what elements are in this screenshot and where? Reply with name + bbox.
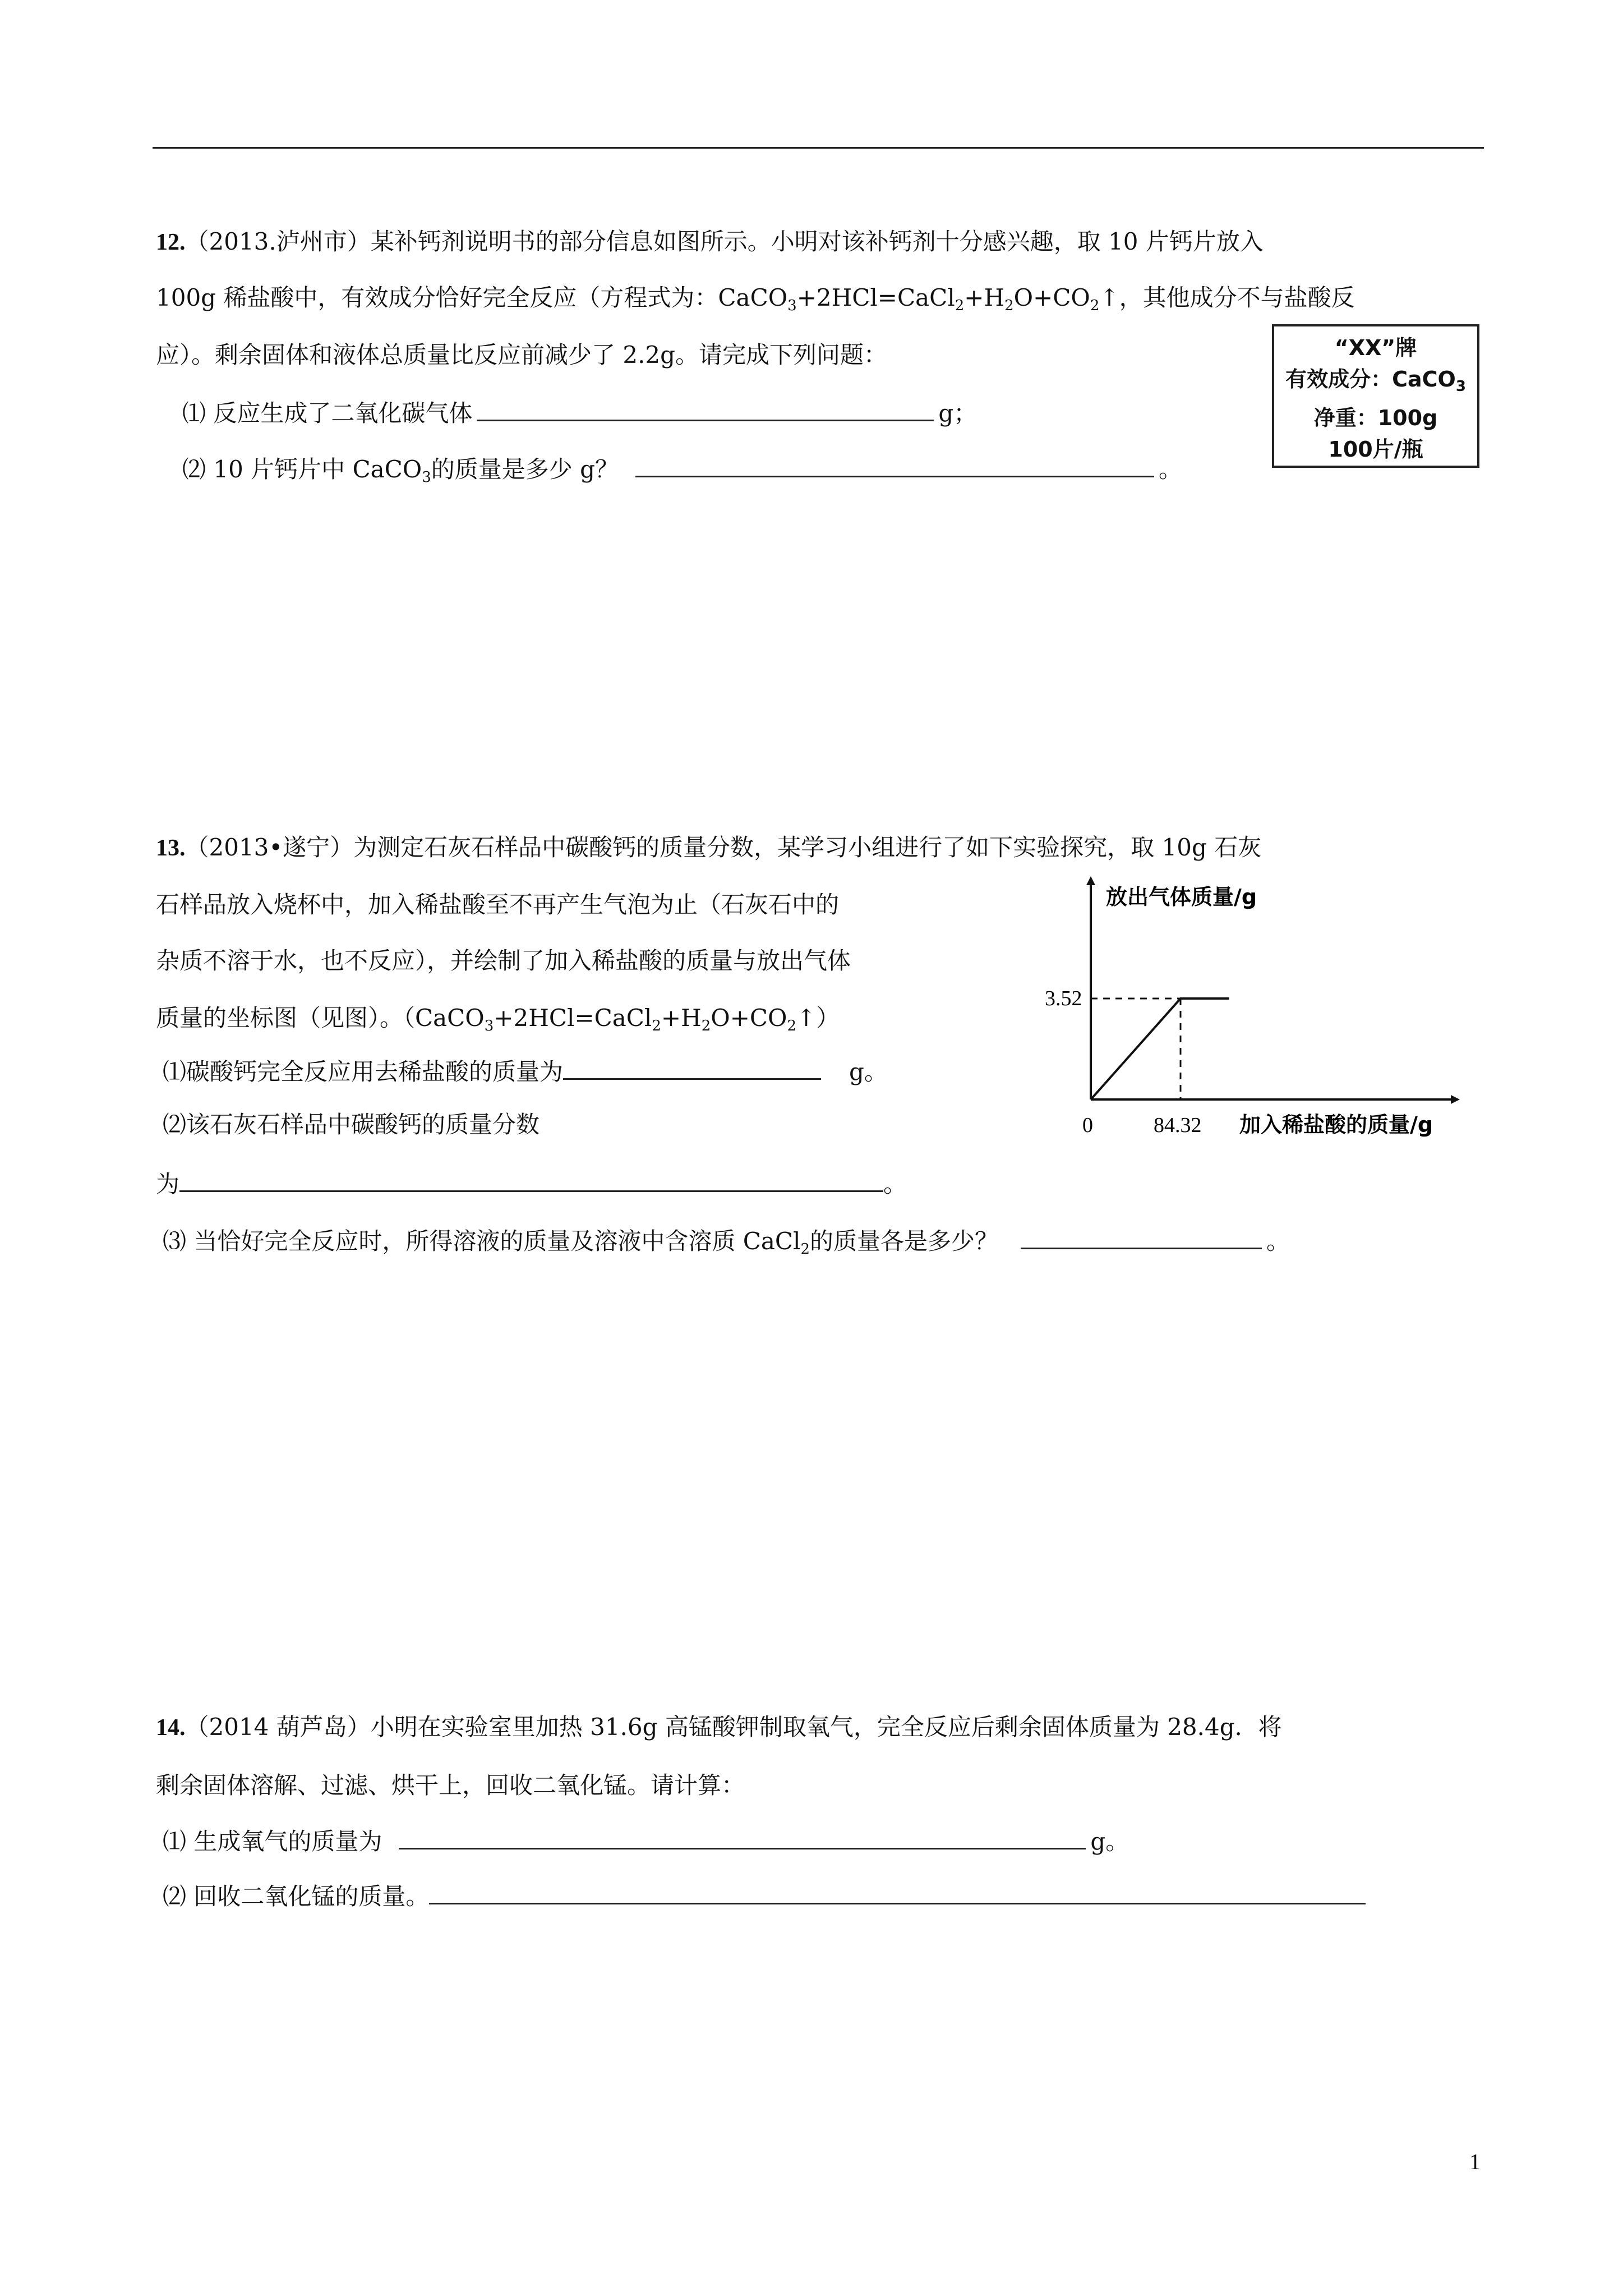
q12-sub2: ⑵ 10 片钙片中 CaCO$_3$的质量是多少 g？ 。 [182, 455, 1183, 486]
q13-sub1: ⑴碳酸钙完全反应用去稀盐酸的质量为 g。 [163, 1058, 888, 1085]
supplement-label-box: “XX”牌 有效成分：CaCO$_3$ 净重：100g 100片/瓶 [1272, 324, 1479, 468]
answer-blank[interactable] [429, 1883, 1366, 1904]
gas-series-line [1091, 999, 1229, 1099]
y-tick-label: 3.52 [1045, 987, 1082, 1010]
q14-line2: 剩余固体溶解、过滤、烘干上，回收二氧化锰。请计算： [156, 1772, 745, 1799]
q13-line1: 13.（2013•遂宁）为测定石灰石样品中碳酸钙的质量分数，某学习小组进行了如下实验探究，取 10g 石灰 [156, 834, 1262, 861]
answer-blank[interactable] [563, 1058, 821, 1080]
q13-sub3: ⑶ 当恰好完全反应时，所得溶液的质量及溶液中含溶质 CaCl$_2$的质量各是多少？ 。 [163, 1227, 1290, 1258]
q14-sub2: ⑵ 回收二氧化锰的质量。 [163, 1883, 1366, 1908]
question-number: 14. [156, 1715, 186, 1741]
answer-blank[interactable] [477, 399, 934, 421]
q13-sub2-cont: 为 。 [156, 1170, 907, 1198]
answer-blank[interactable] [399, 1828, 1086, 1849]
q14-line1: 14.（2014 葫芦岛）小明在实验室里加热 31.6g 高锰酸钾制取氧气，完全反应后剩余固体质量为 28.4g．将 [156, 1713, 1282, 1741]
q12-line2: 100g 稀盐酸中，有效成分恰好完全反应（方程式为：$CaCO_3+2HCl=CaCl_2+H_2O+CO_2↑$，其他成分不与盐酸反 [156, 284, 1355, 314]
q13-line4: 质量的坐标图（见图）。$(CaCO_3+2HCl=CaCl_2+H_2O+CO_2↑)$ [156, 1004, 840, 1034]
answer-blank[interactable] [1021, 1227, 1262, 1249]
answer-blank[interactable] [179, 1170, 883, 1192]
x-tick-label: 84.32 [1154, 1114, 1202, 1137]
y-axis-label: 放出气体质量/g [1106, 885, 1257, 909]
page-number: 1 [1469, 2149, 1481, 2174]
question-number: 13. [156, 835, 186, 861]
question-number: 12. [156, 229, 186, 255]
q12-line3: 应）。剩余固体和液体总质量比反应前减少了 2.2g。请完成下列问题： [156, 341, 888, 369]
q12-sub1: ⑴ 反应生成了二氧化碳气体 g； [182, 399, 978, 427]
x-axis-label: 加入稀盐酸的质量/g [1239, 1112, 1433, 1137]
q13-line3: 杂质不溶于水，也不反应），并绘制了加入稀盐酸的质量与放出气体 [156, 947, 851, 974]
answer-blank[interactable] [635, 455, 1154, 477]
q14-sub1: ⑴ 生成氧气的质量为 g。 [163, 1828, 1129, 1855]
header-rule [153, 147, 1484, 149]
q12-line1: 12.（2013.泸州市）某补钙剂说明书的部分信息如图所示。小明对该补钙剂十分感兴趣，取 10 片钙片放入 [156, 228, 1264, 255]
q13-sub2: ⑵该石灰石样品中碳酸钙的质量分数 [163, 1111, 540, 1138]
q13-line2: 石样品放入烧杯中，加入稀盐酸至不再产生气泡为止（石灰石中的 [156, 891, 840, 918]
origin-label: 0 [1082, 1114, 1093, 1137]
